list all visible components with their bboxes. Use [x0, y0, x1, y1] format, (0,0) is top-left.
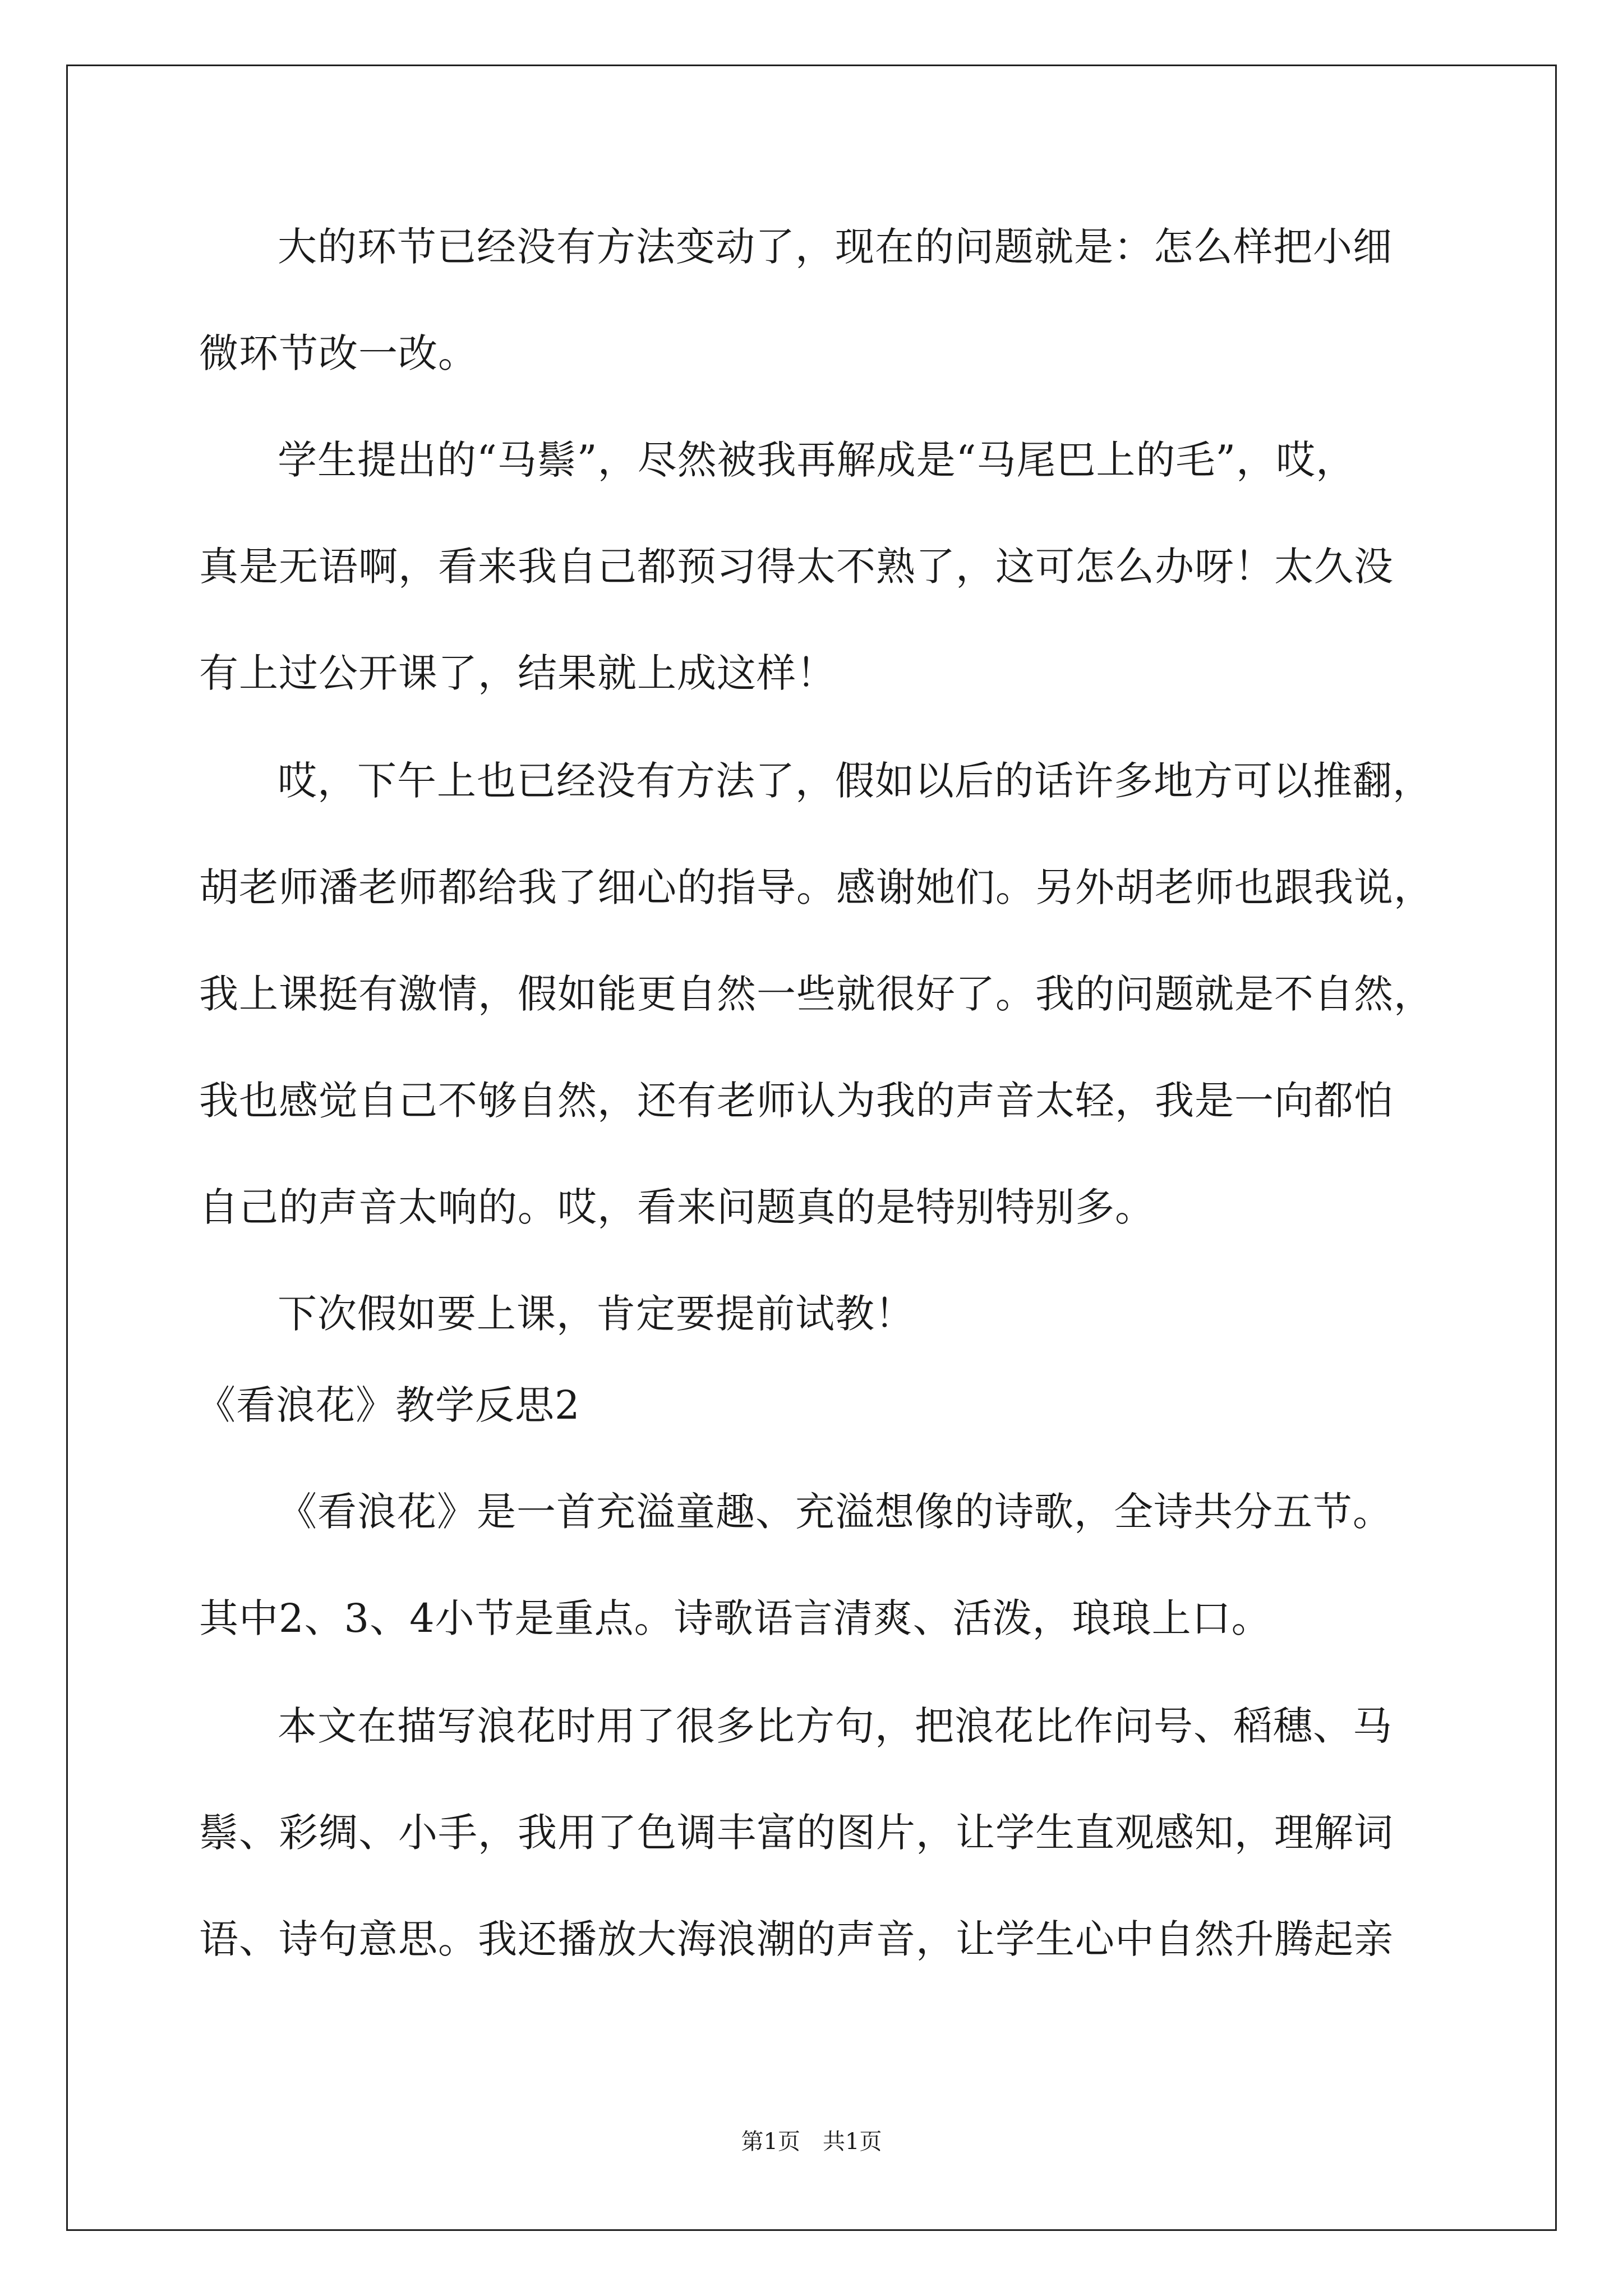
paragraph-5-line-1: 《看浪花》是一首充溢童趣、充溢想像的诗歌，全诗共分五节。	[278, 1489, 1393, 1535]
paragraph-3-line-1: 哎，下午上也已经没有方法了，假如以后的话许多地方可以推翻，	[278, 758, 1432, 804]
paragraph-2-line-3: 有上过公开课了，结果就上成这样！	[199, 650, 836, 696]
paragraph-2-line-2: 真是无语啊，看来我自己都预习得太不熟了，这可怎么办呀！太久没	[199, 544, 1394, 590]
paragraph-1-line-2: 微环节改一改。	[199, 330, 478, 376]
paragraph-2-line-1: 学生提出的“马鬃”，尽然被我再解成是“马尾巴上的毛”，哎，	[278, 437, 1356, 483]
page-number-footer: 第1页 共1页	[741, 2129, 882, 2155]
paragraph-6-line-2: 鬃、彩绸、小手，我用了色调丰富的图片，让学生直观感知，理解词	[199, 1810, 1394, 1856]
paragraph-5-line-2: 其中2、3、4小节是重点。诗歌语言清爽、活泼，琅琅上口。	[199, 1595, 1271, 1641]
section-heading: 《看浪花》教学反思2	[196, 1382, 580, 1428]
paragraph-6-line-3: 语、诗句意思。我还播放大海浪潮的声音，让学生心中自然升腾起亲	[199, 1916, 1394, 1962]
paragraph-3-line-2: 胡老师潘老师都给我了细心的指导。感谢她们。另外胡老师也跟我说，	[199, 864, 1433, 910]
paragraph-4-line-1: 下次假如要上课，肯定要提前试教！	[278, 1291, 915, 1337]
paragraph-3-line-3: 我上课挺有激情，假如能更自然一些就很好了。我的问题就是不自然，	[199, 971, 1433, 1017]
paragraph-3-line-4: 我也感觉自己不够自然，还有老师认为我的声音太轻，我是一向都怕	[199, 1078, 1394, 1124]
paragraph-1-line-1: 大的环节已经没有方法变动了，现在的问题就是：怎么样把小细	[278, 224, 1393, 270]
paragraph-3-line-5: 自己的声音太响的。哎，看来问题真的是特别特别多。	[199, 1184, 1155, 1230]
paragraph-6-line-1: 本文在描写浪花时用了很多比方句，把浪花比作问号、稻穗、马	[278, 1703, 1393, 1749]
page-border	[66, 65, 1557, 2231]
